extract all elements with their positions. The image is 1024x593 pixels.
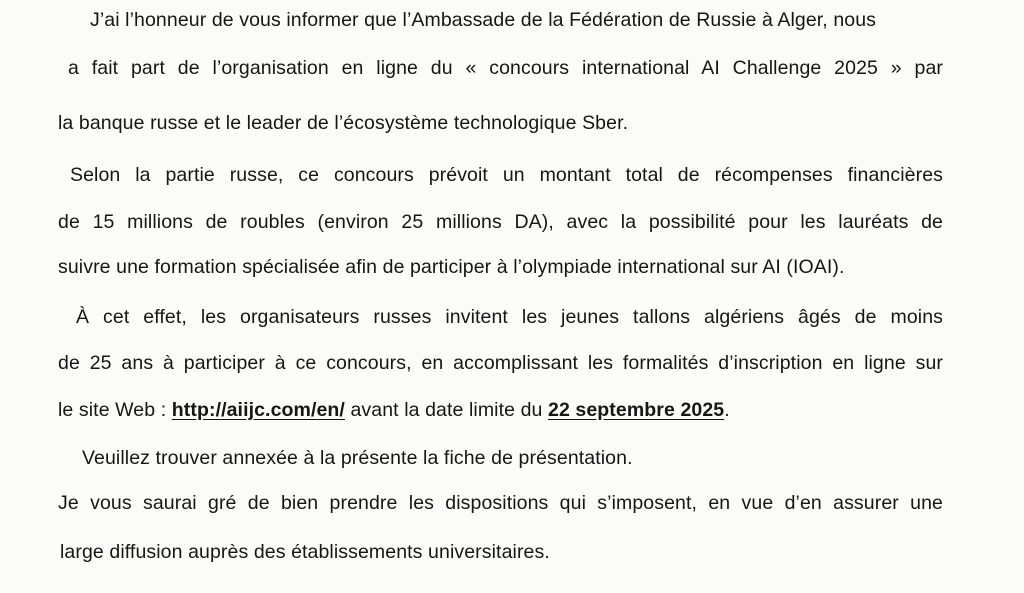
- paragraph-2-line-1: Selon la partie russe, ce concours prévoit un montant total de récompenses financières: [70, 164, 943, 186]
- paragraph-3-line-3: [58, 398, 730, 422]
- paragraph-5-line-2: large diffusion auprès des établissements universitaires.: [60, 541, 550, 563]
- paragraph-2-line-3: suivre une formation spécialisée afin de participer à l’olympiade international sur AI (IOAI).: [58, 256, 845, 278]
- deadline-date: 22 septembre 2025: [548, 399, 725, 421]
- deadline-label: avant la date limite du: [344, 399, 548, 421]
- paragraph-4-line-1: Veuillez trouver annexée à la présente la fiche de présentation.: [82, 447, 633, 469]
- paragraph-2-line-2: de 15 millions de roubles (environ 25 millions DA), avec la possibilité pour les lauréats de: [58, 211, 943, 233]
- paragraph-1-line-3: la banque russe et le leader de l’écosystème technologique Sber.: [58, 112, 629, 134]
- website-link[interactable]: http://aiijc.com/en/: [171, 399, 345, 421]
- paragraph-1-line-1: J’ai l’honneur de vous informer que l’Ambassade de la Fédération de Russie à Alger, nous: [90, 9, 877, 31]
- website-label: le site Web :: [58, 399, 172, 421]
- letter-body: [58, 0, 958, 593]
- paragraph-5-line-1: Je vous saurai gré de bien prendre les dispositions qui s’imposent, en vue d’en assurer une: [58, 492, 943, 514]
- paragraph-3-line-2: de 25 ans à participer à ce concours, en accomplissant les formalités d’inscription en ligne sur: [58, 352, 943, 374]
- paragraph-3-line-1: À cet effet, les organisateurs russes invitent les jeunes tallons algériens âgés de moins: [76, 306, 943, 328]
- sentence-end: .: [724, 399, 730, 421]
- paragraph-1-line-2: a fait part de l’organisation en ligne du « concours international AI Challenge 2025 » par: [68, 57, 943, 79]
